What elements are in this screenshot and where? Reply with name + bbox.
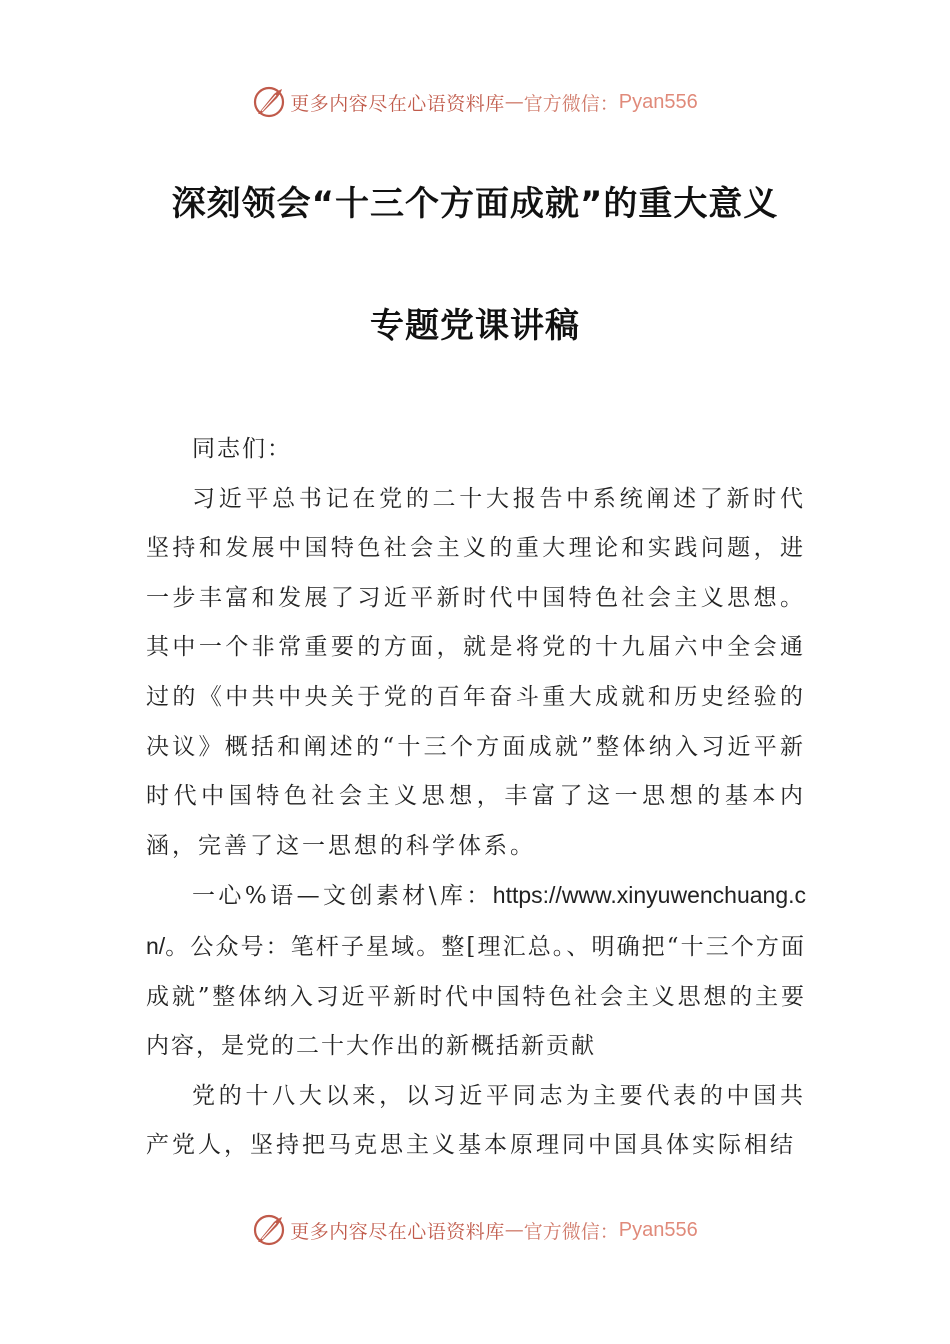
banner-text: 更多内容尽在心语资料库 (290, 1220, 505, 1243)
document-body (146, 425, 806, 1171)
banner-separator: — (504, 1219, 524, 1241)
body-paragraph-3: 党的十八大以来，以习近平同志为主要代表的中国共产党人，坚持把马克思主义基本原理同中国具体实际相结 (146, 1082, 806, 1159)
quill-circle-logo-icon (252, 1213, 286, 1247)
body-paragraph-2 (146, 871, 806, 1071)
banner-wechat-id: Pyan556 (618, 90, 698, 113)
banner-separator: — (504, 91, 524, 113)
quill-circle-logo-icon (252, 85, 286, 119)
document-title: 深刻领会“十三个方面成就”的重大意义 (171, 184, 779, 224)
banner-wechat-label: 官方微信： (523, 1220, 619, 1243)
body-paragraph-1: 习近平总书记在党的二十大报告中系统阐述了新时代坚持和发展中国特色社会主义的重大理论和实践问题，进一步丰富和发展了习近平新时代中国特色社会主义思想。其中一个非常重要的方面，就是将党的十九届六中全会通过的《中共中央关于党的百年奋斗重大成就和历史经验的决议》概括和阐述的“十三个方面成就”整体纳入习近平新时代中国特色社会主义思想，丰富了这一思想的基本内涵，完善了这一思想的科学体系。 (146, 485, 806, 859)
greeting-paragraph: 同志们： (192, 436, 292, 462)
banner-text: 更多内容尽在心语资料库 (290, 92, 505, 115)
paragraph-2-suffix: 。公众号：笔杆子星域。整[理汇总。、明确把“十三个方面成就”整体纳入习近平新时代中国特色社会主义思想的主要内容，是党的二十大作出的新概括新贡献 (146, 933, 806, 1060)
document-subtitle: 专题党课讲稿 (370, 306, 580, 346)
paragraph-2-prefix: 一心%语—文创素材\库： (192, 883, 493, 910)
banner-wechat-label: 官方微信： (523, 92, 619, 115)
banner-wechat-id: Pyan556 (618, 1218, 698, 1241)
header-watermark-banner (0, 82, 950, 122)
footer-watermark-banner (0, 1210, 950, 1250)
website-url: https://www.xinyuwenchuang.cn/ (146, 882, 806, 959)
